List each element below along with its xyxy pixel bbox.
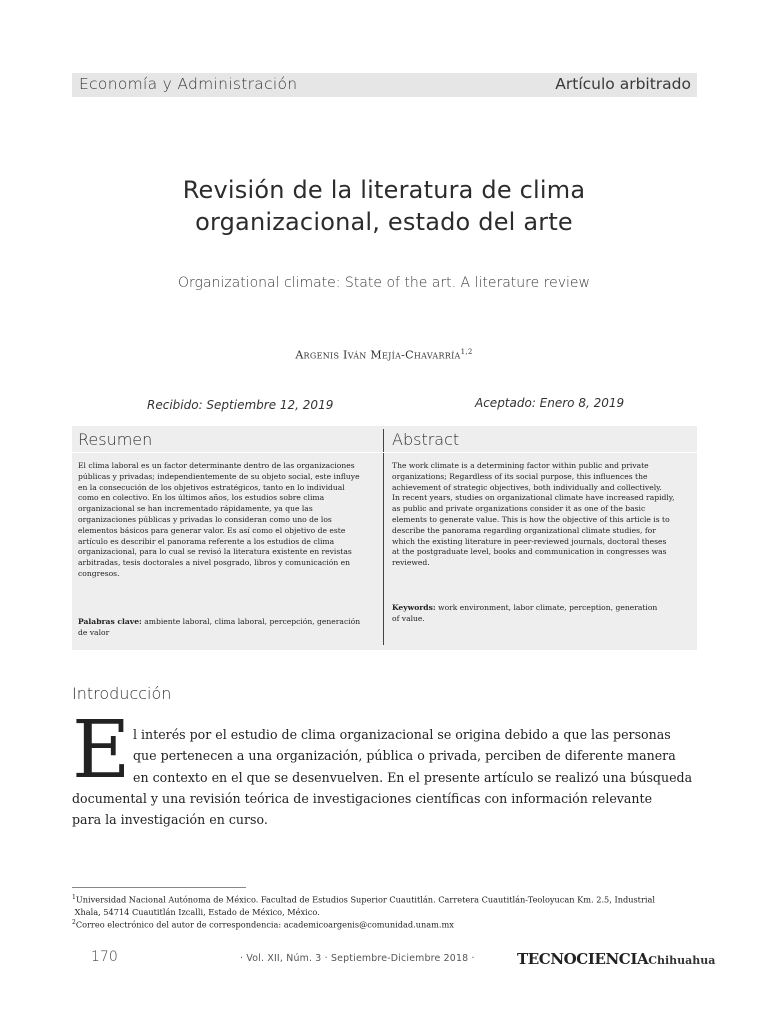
- page-number: 170: [91, 949, 118, 965]
- resumen-line: artículo es describir el panorama referente a los estudios de clima: [78, 536, 335, 546]
- intro-line: que pertenecen a una organización, pública o privada, perciben de diferente manera: [133, 748, 676, 763]
- author-line: [90, 348, 678, 362]
- abstract-text: [392, 461, 689, 569]
- footnote-2: [72, 917, 697, 931]
- resumen-line: organizaciones públicas y privadas lo consideran como uno de los: [78, 514, 332, 524]
- abstract-line: The work climate is a determining factor within public and private: [392, 461, 649, 470]
- intro-line: en contexto en el que se desenvuelven. En el presente artículo se realizó una búsqueda: [133, 770, 693, 785]
- resumen-line: elementos básicos para generar valor. Es así como el objetivo de este: [78, 525, 346, 535]
- resumen-heading-separator: [72, 452, 384, 453]
- resumen-line: El clima laboral es un factor determinante dentro de las organizaciones: [78, 461, 355, 470]
- footnote-1: [72, 892, 697, 918]
- abstract-line: describe the panorama regarding organizational climate studies, for: [392, 525, 656, 535]
- received-date: Recibido: Septiembre 12, 2019: [147, 398, 334, 412]
- abstract-keywords-text: work environment, labor climate, perception, generation: [435, 603, 658, 612]
- column-divider: [383, 429, 384, 645]
- resumen-line: organizacional, para lo cual se revisó la literatura existente en revistas: [78, 547, 352, 557]
- abstract-box: [72, 426, 697, 650]
- abstract-line: as public and private organizations consider it as one of the basic: [392, 504, 646, 514]
- resumen-keywords-text: de valor: [78, 627, 110, 637]
- author-name: Argenis Iván Mejía-Chavarría: [295, 348, 461, 362]
- footnote-2-text: Correo electrónico del autor de correspondencia: academicoargenis@comunidad.unam.mx: [75, 919, 454, 930]
- accepted-date: Aceptado: Enero 8, 2019: [475, 396, 625, 410]
- journal-logo-main: TECNOCIENCIA: [517, 950, 649, 968]
- footnote-1-text: Xhala, 54714 Cuautitlán Izcalli, Estado de México, México.: [74, 906, 320, 917]
- resumen-keywords: [78, 617, 378, 639]
- resumen-line: en la consecución de los objetivos estratégicos, tanto en lo individual: [78, 482, 345, 492]
- article-title-line1: Revisión de la literatura de clima: [182, 176, 586, 204]
- volume-info: · Vol. XII, Núm. 3 · Septiembre-Diciembre 2018 ·: [240, 953, 475, 964]
- abstract-line: organizations; Regardless of its social purpose, this influences the: [392, 471, 648, 481]
- abstract-line: In recent years, studies on organizational climate have increased rapidly,: [392, 493, 675, 503]
- author-affiliation-marks: 1,2: [460, 348, 473, 356]
- resumen-text: [78, 461, 378, 580]
- resumen-line: arbitradas, tesis doctorales a nivel posgrado, libros y comunicación en: [78, 558, 351, 568]
- running-header: [72, 73, 697, 97]
- introduction-heading: Introducción: [72, 684, 172, 703]
- journal-logo: [517, 950, 715, 968]
- footnote-rule: [72, 887, 246, 888]
- abstract-line: reviewed.: [392, 558, 430, 568]
- drop-cap: E: [72, 703, 131, 796]
- english-title: Organizational climate: State of the art. A literature review: [178, 275, 590, 291]
- abstract-keywords-label: Keywords:: [392, 603, 436, 612]
- footnote-2-mark: 2: [72, 919, 76, 926]
- intro-line: l interés por el estudio de clima organizacional se origina debido a que las personas: [133, 727, 671, 742]
- resumen-heading: Resumen: [78, 430, 153, 449]
- journal-logo-sub: Chihuahua: [648, 954, 716, 967]
- resumen-line: públicas y privadas; independientemente de su objeto social, este influye: [78, 471, 360, 481]
- abstract-line: which the existing literature in peer-reviewed journals, doctoral theses: [392, 536, 667, 546]
- abstract-heading-separator: [384, 452, 697, 453]
- intro-line: para la investigación en curso.: [72, 812, 268, 827]
- abstract-line: achievement of strategic objectives, both individually and collectively.: [392, 482, 662, 492]
- abstract-line: elements to generate value. This is how the objective of this article is to: [392, 514, 670, 524]
- resumen-line: congresos.: [78, 568, 120, 578]
- resumen-line: organizacional se han incrementado rápidamente, ya que las: [78, 504, 313, 514]
- abstract-keywords: [392, 603, 689, 625]
- intro-line: documental y una revisión teórica de investigaciones científicas con información relevante: [72, 791, 653, 806]
- resumen-keywords-text: ambiente laboral, clima laboral, percepción, generación: [141, 617, 361, 626]
- footnote-1-mark: 1: [72, 894, 76, 901]
- footnote-1-text: Universidad Nacional Autónoma de México. Facultad de Estudios Superior Cuautitlán. Carretera Cuautitlán-Teoloyucan Km. 2.5, Industrial: [75, 894, 656, 905]
- section-label: Economía y Administración: [79, 75, 298, 93]
- abstract-line: at the postgraduate level, books and communication in congresses was: [392, 547, 667, 557]
- resumen-keywords-label: Palabras clave:: [78, 617, 142, 626]
- abstract-keywords-text: of value.: [392, 613, 425, 623]
- article-title: [90, 174, 678, 238]
- resumen-line: como en colectivo. En los últimos años, los estudios sobre clima: [78, 493, 325, 503]
- abstract-heading: Abstract: [392, 430, 460, 449]
- article-title-line2: organizacional, estado del arte: [195, 208, 573, 236]
- article-type-label: Artículo arbitrado: [555, 75, 691, 93]
